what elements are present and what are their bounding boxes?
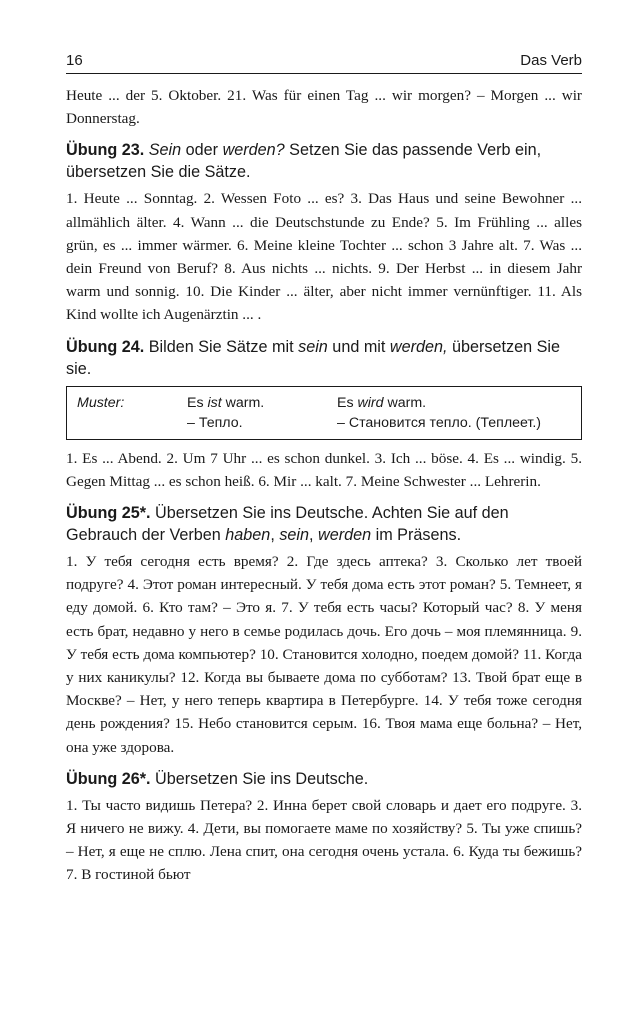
example-row-russian (77, 413, 571, 433)
example-row-german (77, 393, 571, 413)
exercise-23-title-mid: oder (181, 141, 223, 160)
example-sein-pre: Es (187, 394, 208, 411)
exercise-26-title (66, 768, 582, 790)
example-werden-post: warm. (383, 394, 427, 411)
exercise-23-title-rest: Setzen Sie das passende Verb ein, übersetzen Sie die Sätze. (66, 141, 542, 182)
exercise-23-body: 1. Heute ... Sonntag. 2. Wessen Foto ... es? 3. Das Haus und seine Bewohner ... allmählich älter. 4. Wann ... die Deutschstunde zu Ende? 5. Im Frühling ... alles grün, es ... immer wärmer. 6. Meine kleine Tochter ... schon 3 Jahre alt. 7. Was ... dein Freund von Beruf? 8. Aus nichts ... nichts. 9. Der Herbst ... in diesem Jahr warm und sonnig. 10. Die Kinder ... älter, aber nicht immer vernünftiger. 11. Als Kind wollte ich Augenärztin ... . (66, 190, 582, 324)
exercise-25-sep-2: , (309, 526, 319, 545)
exercise-25-verb-werden: werden (318, 526, 372, 545)
chapter-title: Das Verb (520, 52, 582, 69)
exercise-25-body: 1. У тебя сегодня есть время? 2. Где здесь аптека? 3. Сколько лет твоей подруге? 4. Этот роман интересный. У тебя дома есть этот роман? 5. Темнеет, я еду домой. 6. Кто там? – Это я. 7. У тебя есть часы? Который час? 8. У меня есть брат, недавно у него в семье родилась дочь. Его дочь – моя племянница. 9. У тебя есть дома компьютер? 10. Становится холодно, поедем домой? 11. Когда у них каникулы? 12. Когда вы бываете дома по субботам? 13. Твой брат еще в Москве? – Нет, у него теперь квартира в Петербурге. 14. У тебя тоже сегодня день рождения? 15. Небо становится серым. 16. Твоя мама еще больна? – Нет, она уже здорова. (66, 553, 582, 756)
page (66, 52, 582, 887)
exercise-26-body: 1. Ты часто видишь Петера? 2. Инна берет свой словарь и дает его подруге. 3. Я ничего не вижу. 4. Дети, вы помогаете маме по хозяйству? 5. Ты уже спишь? – Нет, я еще не сплю. Лена спит, она сегодня очень устала. 6. Куда ты бежишь? 7. В гостиной бьют (66, 796, 582, 884)
example-werden-verb: wird (357, 394, 384, 411)
exercise-26-title-a: Übersetzen Sie ins Deutsche. (150, 769, 369, 788)
example-translation-1: – Тепло. (187, 414, 243, 431)
exercise-24-body: 1. Es ... Abend. 2. Um 7 Uhr ... es schon dunkel. 3. Ich ... böse. 4. Es ... windig. 5. Gegen Mittag ... es schon heiß. 6. Mir ... kalt. 7. Meine Schwester ... Lehrerin. (66, 449, 582, 490)
example-sein (187, 393, 337, 413)
example-box (66, 386, 582, 440)
exercise-24-title-b: und mit (327, 337, 390, 356)
exercise-26-number: Übung 26*. (66, 769, 151, 788)
exercise-25-number: Übung 25*. (66, 504, 151, 523)
example-label: Muster: (77, 394, 125, 411)
exercise-23-title (66, 139, 582, 183)
exercise-24-number: Übung 24. (66, 337, 145, 356)
exercise-25-sep-1: , (270, 526, 280, 545)
exercise-25-verb-haben: haben (225, 526, 271, 545)
exercise-23-number: Übung 23. (66, 141, 145, 160)
example-werden (337, 393, 571, 413)
exercise-24-title-a: Bilden Sie Sätze mit (144, 337, 299, 356)
exercise-25-verb-sein: sein (279, 526, 310, 545)
exercise-24-verb-sein: sein (298, 337, 328, 356)
exercise-23-verb-sein: Sein (148, 141, 182, 160)
intro-paragraph: Heute ... der 5. Oktober. 21. Was für einen Tag ... wir morgen? – Morgen ... wir Donnerstag. (66, 87, 582, 128)
example-label-spacer (77, 413, 187, 433)
exercise-24-title (66, 336, 582, 380)
example-werden-pre: Es (337, 394, 358, 411)
page-number: 16 (66, 52, 83, 69)
exercise-25-title (66, 502, 582, 546)
exercise-23-verb-werden: werden? (222, 141, 285, 160)
example-sein-post: warm. (221, 394, 265, 411)
exercise-24-title-c: übersetzen Sie sie. (66, 337, 560, 378)
running-header (66, 52, 582, 74)
example-translation-2: – Становится тепло. (Теплеет.) (337, 414, 542, 431)
exercise-25-title-c: im Präsens. (371, 526, 462, 545)
exercise-24-verb-werden: werden, (389, 337, 448, 356)
example-sein-verb: ist (207, 394, 222, 411)
exercise-25-title-a: Übersetzen Sie ins Deutsche. Achten Sie auf den Gebrauch der Verben (66, 504, 509, 545)
